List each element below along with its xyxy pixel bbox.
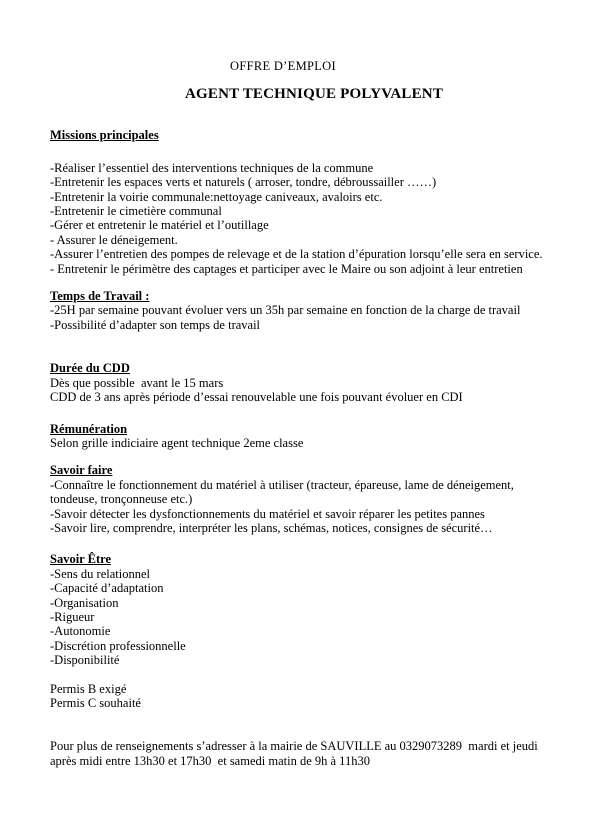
section-remuneration: [50, 422, 600, 451]
savoir-faire-item: -Savoir lire, comprendre, interpréter les plans, schémas, notices, consignes de sécurité…: [50, 520, 493, 535]
mission-item: -Entretenir la voirie communale:nettoyage caniveaux, avaloirs etc.: [50, 189, 383, 204]
savoir-etre-item: -Organisation: [50, 595, 119, 610]
document-title: OFFRE D’EMPLOI: [230, 59, 336, 73]
savoir-etre-item: -Sens du relationnel: [50, 566, 150, 581]
remuneration-item: Selon grille indiciaire agent technique 2eme classe: [50, 435, 304, 450]
section-heading-remuneration: Rémunération: [50, 421, 128, 436]
savoir-etre-item: -Discrétion professionnelle: [50, 638, 186, 653]
contact-line: Pour plus de renseignements s’adresser à la mairie de SAUVILLE au 0329073289 mardi et jeudi: [50, 739, 538, 754]
section-savoir-faire: [50, 463, 600, 535]
mission-item: -Gérer et entretenir le matériel et l’outillage: [50, 218, 269, 233]
savoir-etre-item: -Capacité d’adaptation: [50, 581, 164, 596]
savoir-etre-item: -Autonomie: [50, 624, 111, 639]
section-permis: [50, 682, 600, 711]
section-heading-savoir-faire: Savoir faire: [50, 463, 113, 478]
temps-de-travail-item: -25H par semaine pouvant évoluer vers un 35h par semaine en fonction de la charge de travail: [50, 303, 521, 318]
contact-line: après midi entre 13h30 et 17h30 et samedi matin de 9h à 11h30: [50, 753, 370, 768]
section-heading-missions: Missions principales: [50, 128, 159, 143]
mission-item: -Assurer l’entretien des pompes de relevage et de la station d’épuration lorsqu’elle sera en service.: [50, 247, 543, 262]
mission-item: - Entretenir le périmètre des captages et participer avec le Maire ou son adjoint à leur entretien: [50, 261, 523, 276]
section-heading-temps-de-travail: Temps de Travail :: [50, 289, 150, 304]
mission-item: -Entretenir les espaces verts et naturels ( arroser, tondre, débroussailler ……): [50, 175, 437, 190]
mission-item: -Réaliser l’essentiel des interventions techniques de la commune: [50, 160, 374, 175]
savoir-faire-item: tondeuse, tronçonneuse etc.): [50, 492, 193, 507]
section-missions: [50, 128, 600, 276]
savoir-faire-item: -Savoir détecter les dysfonctionnements du matériel et savoir réparer les petites pannes: [50, 506, 485, 521]
section-temps-de-travail: [50, 289, 600, 332]
section-contact: [50, 739, 600, 768]
mission-item: -Entretenir le cimetière communal: [50, 204, 222, 219]
mission-item: - Assurer le déneigement.: [50, 232, 178, 247]
section-savoir-etre: [50, 552, 600, 667]
section-heading-savoir-etre: Savoir Être: [50, 552, 111, 567]
savoir-faire-item: -Connaître le fonctionnement du matériel à utiliser (tracteur, épareuse, lame de déneigement,: [50, 477, 514, 492]
savoir-etre-item: -Disponibilité: [50, 653, 120, 668]
section-heading-duree-du-cdd: Durée du CDD: [50, 361, 130, 376]
savoir-etre-item: -Rigueur: [50, 609, 95, 624]
duree-du-cdd-item: CDD de 3 ans après période d’essai renouvelable une fois pouvant évoluer en CDI: [50, 390, 463, 405]
section-duree-du-cdd: [50, 361, 600, 404]
permis-item: Permis B exigé: [50, 681, 127, 696]
permis-item: Permis C souhaité: [50, 696, 141, 710]
temps-de-travail-item: -Possibilité d’adapter son temps de travail: [50, 317, 261, 332]
document-subtitle: AGENT TECHNIQUE POLYVALENT: [184, 86, 444, 103]
document-header: [50, 59, 562, 103]
duree-du-cdd-item: Dès que possible avant le 15 mars: [50, 375, 224, 390]
